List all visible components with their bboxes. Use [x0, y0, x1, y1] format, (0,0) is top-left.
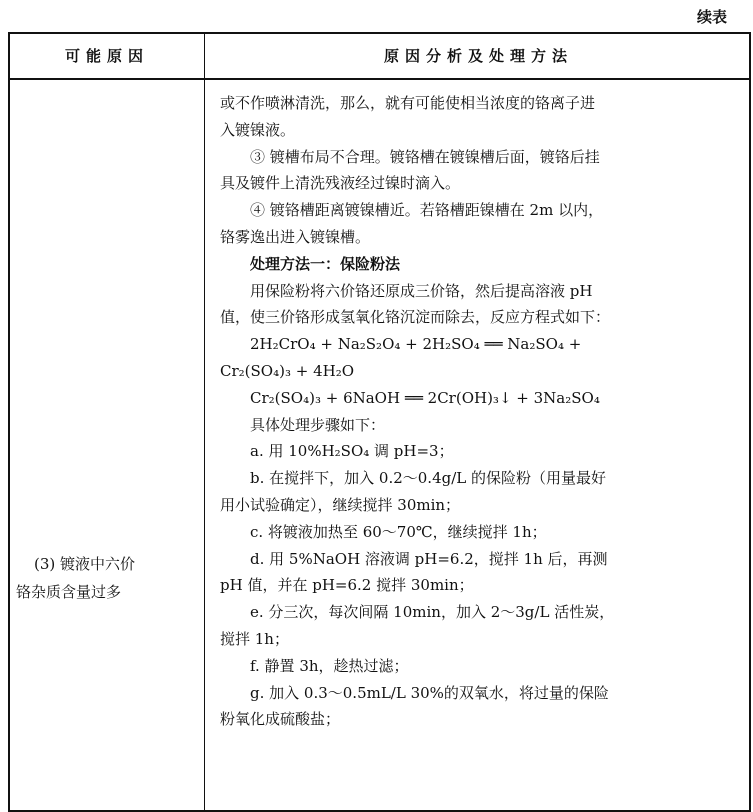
text-line: 或不作喷淋清洗，那么，就有可能使相当浓度的铬离子进	[220, 94, 596, 112]
troubleshooting-table	[8, 32, 751, 812]
step-c: c. 将镀液加热至 60～70℃，继续搅拌 1h；	[250, 522, 547, 541]
text-line: 具及镀件上清洗残液经过镍时滴入。	[220, 174, 461, 193]
step-a: a. 用 10%H₂SO₄ 调 pH=3；	[250, 442, 454, 461]
step-b: b. 在搅拌下，加入 0.2～0.4g/L 的保险粉（用量最好	[250, 469, 607, 488]
cause-cell	[16, 550, 200, 606]
step-f: f. 静置 3h，趁热过滤；	[250, 656, 409, 675]
equation-1-cont: Cr₂(SO₄)₃ + 4H₂O	[220, 361, 355, 380]
step-g: g. 加入 0.3～0.5mL/L 30%的双氧水，将过量的保险	[250, 683, 609, 702]
header-divider	[10, 78, 749, 80]
text-line: ④ 镀铬槽距离镀镍槽近。若铬槽距镍槽在 2m 以内，	[250, 201, 604, 220]
step-g-cont: 粉氧化成硫酸盐；	[220, 710, 341, 729]
step-d-cont: pH 值，并在 pH=6.2 搅拌 30min；	[220, 576, 474, 595]
equation-1: 2H₂CrO₄ + Na₂S₂O₄ + 2H₂SO₄ ══ Na₂SO₄ +	[250, 335, 582, 354]
method-heading: 处理方法一：保险粉法	[250, 254, 401, 273]
header-possible-cause: 可能原因	[64, 47, 149, 65]
text-line: 具体处理步骤如下：	[250, 415, 386, 434]
text-line: 铬雾逸出进入镀镍槽。	[220, 227, 371, 246]
text-line: 用保险粉将六价铬还原成三价铬，然后提高溶液 pH	[250, 281, 593, 300]
step-e: e. 分三次，每次间隔 10min，加入 2～3g/L 活性炭，	[250, 603, 615, 622]
step-e-cont: 搅拌 1h；	[220, 629, 289, 648]
text-line: 值，使三价铬形成氢氧化铬沉淀而除去，反应方程式如下：	[220, 308, 611, 327]
text-line: ③ 镀槽布局不合理。镀铬槽在镀镍槽后面，镀铬后挂	[250, 147, 600, 166]
step-d: d. 用 5%NaOH 溶液调 pH=6.2，搅拌 1h 后，再测	[250, 549, 608, 568]
equation-2: Cr₂(SO₄)₃ + 6NaOH ══ 2Cr(OH)₃↓ + 3Na₂SO₄	[250, 388, 600, 407]
cause-line-2: 铬杂质含量过多	[16, 583, 122, 601]
step-b-cont: 用小试验确定），继续搅拌 30min；	[220, 495, 461, 514]
column-divider	[204, 34, 205, 810]
text-line: 入镀镍液。	[220, 120, 296, 139]
analysis-cell	[220, 90, 744, 733]
header-analysis-and-treatment: 原因分析及处理方法	[383, 47, 573, 65]
continued-label: 续表	[696, 8, 727, 26]
cause-line-1: (3) 镀液中六价	[34, 555, 136, 573]
